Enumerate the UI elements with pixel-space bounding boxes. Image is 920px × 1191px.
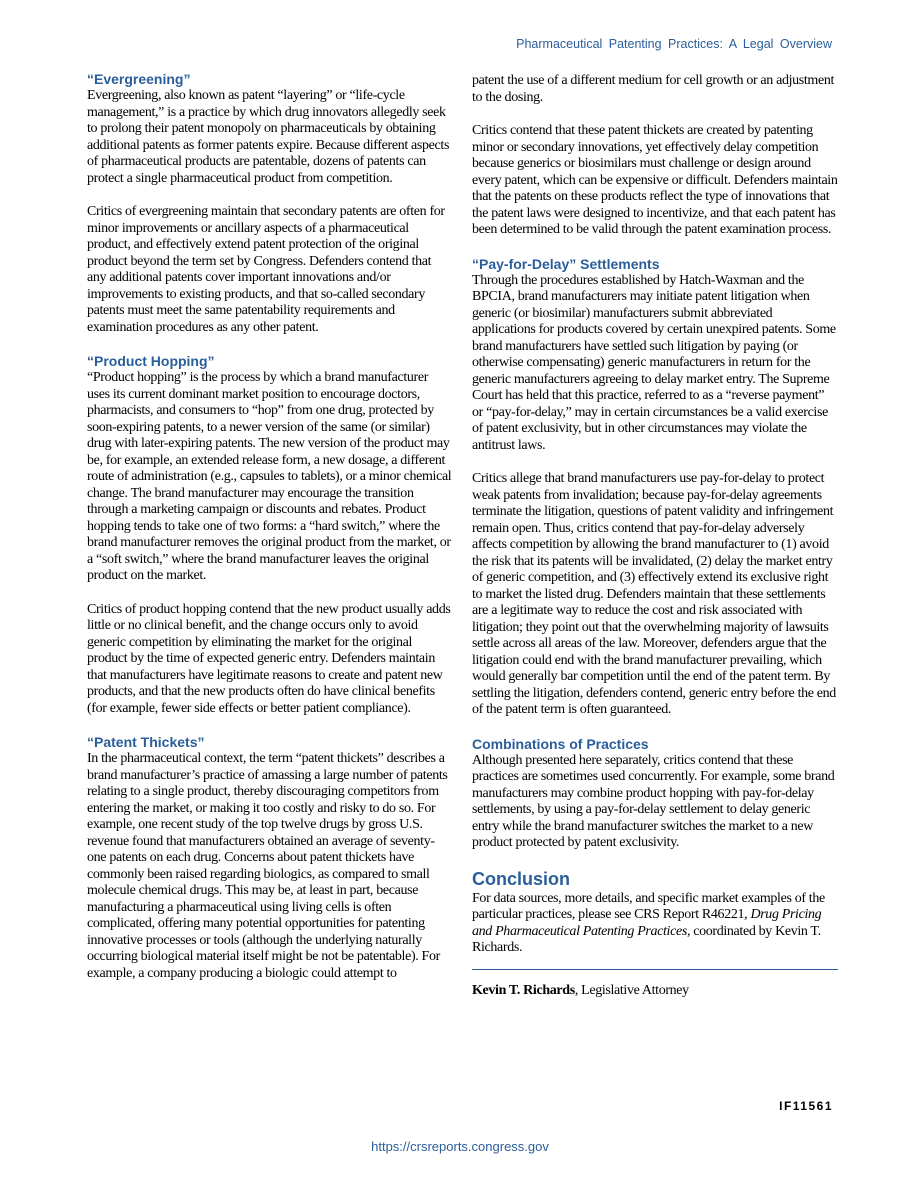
section-heading-pay-for-delay: “Pay-for-Delay” Settlements — [472, 255, 660, 272]
pay-for-delay-paragraph-1: Through the procedures established by Hatch-Waxman and the BPCIA, brand manufacturers may initiate patent litigation when generic (or biosimilar) manufacturers submit abbreviated applications for products covered by certain unexpired patents. Some brand manufacturers have settled such litigation by paying (or otherwise compensating) generic manufacturers in return for the generic manufacturers agreeing to delay market entry. The Supreme Court has held that this practice, referred to as a “reverse payment” or “pay-for-delay,” may in certain circumstances be a valid exercise of patent exclusivity, but in other circumstances may violate the antitrust laws. — [472, 272, 836, 453]
combinations-paragraph: Although presented here separately, critics contend that these practices are sometimes used concurrently. For example, some brand manufacturers may combine product hopping with pay-for-delay settlements, by using a pay-for-delay settlement to delay generic entry while the brand manufacturer switches the market to a new product protected by patent exclusivity. — [472, 752, 835, 850]
author-line — [472, 969, 838, 1000]
left-column — [87, 71, 453, 999]
section-heading-product-hopping: “Product Hopping” — [87, 353, 215, 369]
pay-for-delay-paragraph-2: Critics allege that brand manufacturers use pay-for-delay to protect weak patents from invalidation; because pay-for-delay agreements terminate the litigation, questions of patent validity and infringement remain open. Thus, critics contend that pay-for-delay adversely affects competition by allowing the brand manufacturer to (1) avoid the risk that its patents will be invalidated, (2) delay the market entry of generic competition, and (3) effectively extend its exclusive right to market the listed drug. Defenders maintain that these settlements are a legitimate way to reduce the cost and risk associated with litigation; they point out that the overwhelming majority of lawsuits settle across all areas of the law. Moreover, defenders argue that the litigation could end with the brand manufacturer prevailing, which would generally bar competition until the end of the patent term. By settling the litigation, defenders contend, generic entry before the end of the patent term is often guaranteed. — [472, 471, 836, 717]
section-heading-patent-thickets: “Patent Thickets” — [87, 734, 205, 750]
patent-thickets-paragraph-2: Critics contend that these patent thickets are created by patenting minor or secondary innovations, yet effectively delay competition because generics or biosimilars must challenge or design around every patent, which can be expensive or difficult. Defenders maintain that the patents on these products reflect the type of innovations that the patent laws were designed to incentivize, and that each patent has been determined to be valid through the patent examination process. — [472, 123, 838, 237]
running-header-title: Pharmaceutical Patenting Practices: A Legal Overview — [516, 37, 832, 51]
patent-thickets-continued: patent the use of a different medium for cell growth or an adjustment to the dosing. — [472, 73, 835, 105]
author-role: , Legislative Attorney — [574, 982, 689, 998]
author-name: Kevin T. Richards — [472, 982, 575, 998]
footer-url-link[interactable]: https://crsreports.congress.gov — [371, 1139, 549, 1154]
evergreening-paragraph-2: Critics of evergreening maintain that secondary patents are often for minor improvements or ancillary aspects of a pharmaceutical product, and effectively extend patent protection of the original product beyond the term set by Congress. Defenders contend that any additional patents cover important innovations and/or improvements to existing products, and that so-called secondary patents must meet the same patentability requirements and examination procedures as any other patent. — [87, 204, 445, 335]
product-hopping-paragraph-1: “Product hopping” is the process by which a brand manufacturer uses its current dominant market position to encourage doctors, pharmacists, and consumers to “hop” from one drug, protected by soon-expiring patents, to a newer version of the same (or similar) drug with later-expiring patents. The new version of the product may be, for example, an extended release form, a new dosage, a different route of administration (e.g., capsules to tablets), or a minor chemical change. The brand manufacturer may encourage the transition through a marketing campaign or discounts and rebates. Product hopping tends to take one of two forms: a “hard switch,” where the brand manufacturer removes the original product from the market, or a “soft switch,” where the brand manufacturer leaves the original product on the market. — [87, 370, 452, 583]
conclusion-paragraph — [472, 891, 838, 957]
conclusion-text-start: For data sources, more details, and specific market examples of the particular practices, please see CRS Report R46221, — [472, 890, 825, 922]
evergreening-paragraph-1: Evergreening, also known as patent “layering” or “life-cycle management,” is a practice by which drug innovators allegedly seek to prolong their patent monopoly on pharmaceuticals by obtaining additional patents as former patents expire. Because different aspects of pharmaceutical products are patentable, dozens of patents can protect a single pharmaceutical product from competition. — [87, 88, 450, 186]
right-column — [472, 73, 838, 999]
section-heading-combinations: Combinations of Practices — [472, 735, 649, 752]
report-title-link: Drug Pricing and Pharmaceutical Patenting Practices — [472, 907, 822, 939]
section-heading-conclusion: Conclusion — [472, 868, 570, 889]
product-hopping-paragraph-2: Critics of product hopping contend that the new product usually adds little or no clinical benefit, and the change occurs only to avoid generic competition by eliminating the market for the original product by the time of expected generic entry. Defenders maintain that manufacturers have legitimate reasons to create and patent new products, and that the new products often do have clinical benefits (for example, fewer side effects or better patient compliance). — [87, 601, 451, 716]
section-heading-evergreening: “Evergreening” — [87, 71, 191, 87]
document-id: IF11561 — [779, 1099, 833, 1113]
patent-thickets-paragraph-1: In the pharmaceutical context, the term “patent thickets” describes a brand manufacturer’s practice of amassing a large number of patents relating to a single product, thereby discouraging competitors from entering the market, or making it too costly and risky to do so. For example, one recent study of the top twelve drugs by gross U.S. revenue found that manufacturers obtained an average of seventy-one patents on each drug. Concerns about patent thickets have commonly been raised regarding biologics, as compared to small molecule chemical drugs. This may be, at least in part, because manufacturing a pharmaceutical using living cells is often complicated, offering many potential opportunities for patenting innovative processes or tools (although the underlying naturally occurring biological material itself might be not be patentable). For example, a company producing a biologic could attempt to — [87, 751, 448, 981]
conclusion-text-end: , coordinated by Kevin T. Richards. — [472, 923, 821, 955]
